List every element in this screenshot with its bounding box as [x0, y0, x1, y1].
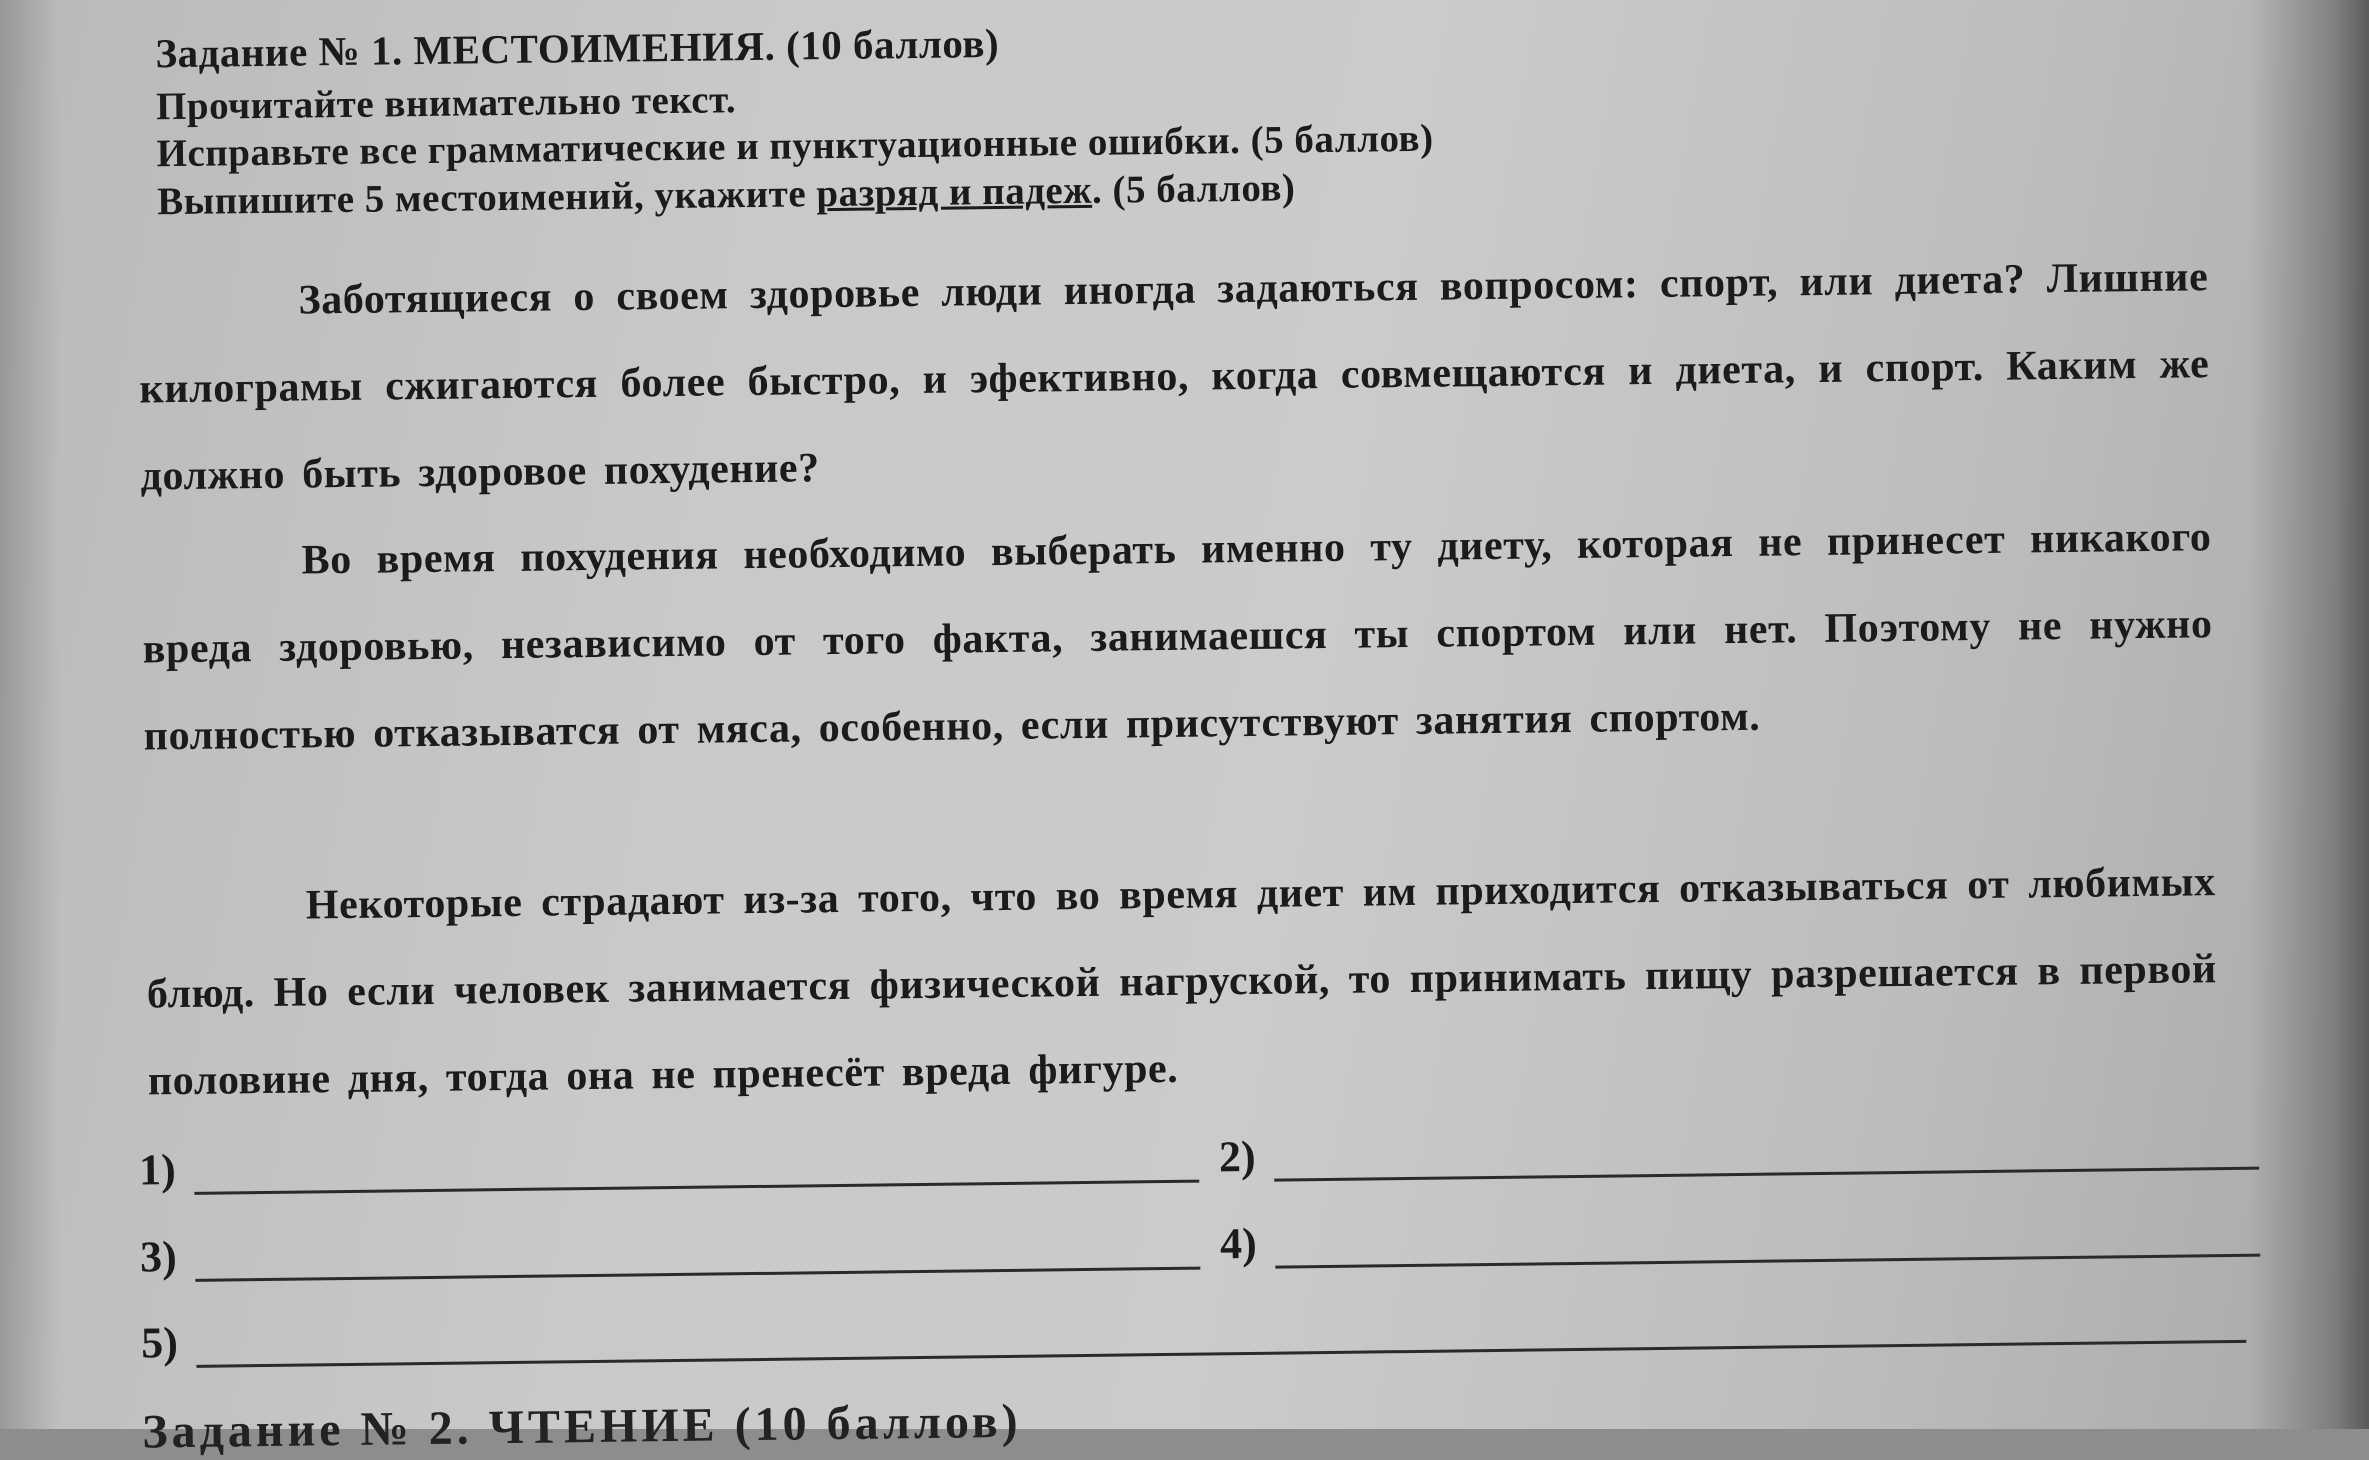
instruction-write-suffix: . (5 баллов)	[1091, 166, 1296, 212]
answer-line-2[interactable]	[1219, 1131, 1256, 1182]
task-title: Задание № 1. МЕСТОИМЕНИЯ. (10 баллов)	[155, 19, 1000, 77]
next-task-title: Задание № 2. ЧТЕНИЕ (10 баллов)	[141, 1394, 1022, 1459]
instruction-write	[157, 165, 1296, 224]
answer-label-2: 2)	[1218, 1131, 1256, 1182]
instruction-write-prefix: Выпишите 5 местоимений, укажите	[156, 172, 817, 224]
text-paragraph-3: Некоторые страдают из-за того, что во время диет им приходится отказываться от любимых блюд. Но если человек занимается физической нагруской, то принимать пищу разрешается в первой половине дня, тогда она не пренесёт вреда фигуре.	[146, 859, 2218, 1105]
answer-label-3: 3)	[139, 1232, 178, 1282]
answer-label-1: 1)	[138, 1145, 177, 1195]
answer-blank-3[interactable]	[195, 1267, 1200, 1282]
instruction-read: Прочитайте внимательно текст.	[155, 78, 737, 129]
answer-line-1[interactable]	[139, 1144, 176, 1195]
right-edge-shadow	[2249, 0, 2369, 1429]
answer-blank-1[interactable]	[194, 1180, 1199, 1195]
answer-blank-4[interactable]	[1275, 1254, 2260, 1269]
worksheet-page	[95, 0, 2282, 1459]
answer-label-4: 4)	[1219, 1218, 1257, 1269]
answer-label-5: 5)	[140, 1318, 179, 1368]
left-edge-shadow	[0, 0, 60, 1429]
instruction-fix: Исправьте все грамматические и пунктуационные ошибки. (5 баллов)	[156, 116, 1434, 176]
instruction-write-underlined: разряд и падеж	[816, 168, 1093, 216]
answer-blank-5[interactable]	[196, 1340, 2246, 1368]
answer-blank-2[interactable]	[1274, 1167, 2259, 1182]
answer-line-5[interactable]	[141, 1317, 178, 1368]
answer-line-4[interactable]	[1220, 1218, 1257, 1269]
answer-line-3[interactable]	[140, 1231, 177, 1282]
text-paragraph-2: Во время похудения необходимо выберать именно ту диету, которая не принесет никакого вреда здоровью, независимо от того факта, занимаешся ты спортом или нет. Поэтому не нужно полностью отказыватся от мяса, особенно, если присутствуют занятия спортом.	[142, 514, 2213, 760]
text-paragraph-1: Заботящиеся о своем здоровье люди иногда задаються вопросом: спорт, или диета? Лишние килограмы сжигаются более быстро, и эфективно, когда совмещаются и диета, и спорт. Каким же должно быть здоровое похудение?	[139, 254, 2210, 500]
